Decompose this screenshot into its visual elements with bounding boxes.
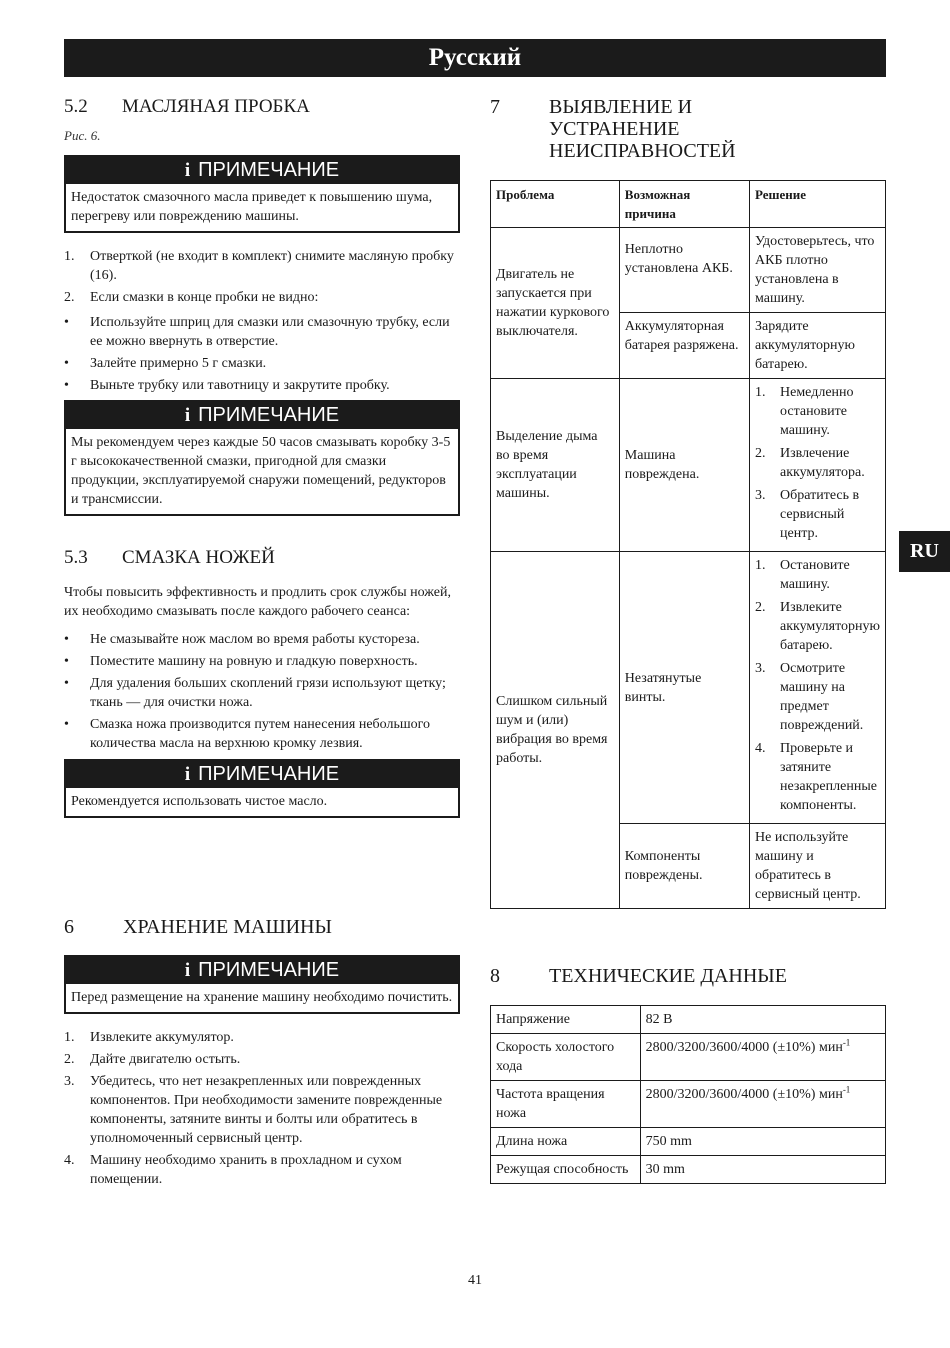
list-item: 2. Если смазки в конце пробки не видно:: [64, 290, 319, 305]
problem-cell: Двигатель не запускается при нажатии куркового выключателя.: [491, 228, 620, 379]
note-text: Рекомендуется использовать чистое масло.: [71, 794, 328, 809]
solution-steps: [755, 556, 880, 815]
list-item: 3. Осмотрите машину на предмет повреждений.: [755, 661, 864, 733]
note-box: [64, 155, 460, 233]
list-item: 4. Проверьте и затяните незакрепленные компоненты.: [755, 741, 877, 813]
section-number: 5.3: [64, 547, 88, 568]
page-number: 41: [468, 1273, 482, 1288]
list-item: 2. Дайте двигателю остыть.: [64, 1052, 241, 1067]
list-item: 1. Отверткой (не входит в комплект) снимите масляную пробку (16).: [64, 249, 454, 283]
bullet-list: [64, 313, 460, 395]
cause-cell: Компоненты повреждены.: [619, 824, 749, 909]
solution-cell: [750, 552, 886, 824]
table-row: [491, 1034, 886, 1081]
note-title: [66, 957, 458, 984]
page-header: Русский: [64, 39, 886, 77]
section-title: ТЕХНИЧЕСКИЕ ДАННЫЕ: [549, 965, 787, 987]
section-5-2-heading: [64, 96, 460, 118]
troubleshooting-table: [490, 180, 886, 909]
list-item: 2. Извлеките аккумуляторную батарею.: [755, 600, 880, 653]
note-title: [66, 402, 458, 429]
solution-steps: [755, 383, 880, 543]
section-8: [490, 965, 886, 1184]
note-text: Мы рекомендуем через каждые 50 часов смазывать коробку 3-5 г высококачественной смазки, пригодной для смазки продукции, эксплуатируемой снаружи помещений, редукторов и трансмиссии.: [71, 435, 451, 507]
list-item: 2. Извлечение аккумулятора.: [755, 446, 865, 480]
spec-label: Частота вращения ножа: [491, 1081, 641, 1128]
section-5-3: [64, 547, 460, 818]
spec-value: 30 mm: [640, 1156, 885, 1184]
intro-text: Чтобы повысить эффективность и продлить срок службы ножей, их необходимо смазывать после каждого рабочего сеанса:: [64, 585, 451, 619]
solution-cell: [750, 379, 886, 552]
problem-cell: Выделение дыма во время эксплуатации машины.: [491, 379, 620, 552]
table-row: [491, 379, 886, 552]
section-title: ВЫЯВЛЕНИЕ И УСТРАНЕНИЕ НЕИСПРАВНОСТЕЙ: [549, 96, 736, 162]
note-title: [66, 761, 458, 788]
section-title: МАСЛЯНАЯ ПРОБКА: [122, 96, 310, 117]
solution-cell: Не используйте машину и обратитесь в сервисный центр.: [750, 824, 886, 909]
list-item: 3. Убедитесь, что нет незакрепленных или поврежденных компонентов. При необходимости замените поврежденные компоненты, затяните винты и болты или обратитесь в уполномоченный сервисный центр.: [64, 1074, 443, 1146]
column-header: Решение: [750, 181, 886, 228]
table-row: [491, 552, 886, 824]
note-title-label: ПРИМЕЧАНИЕ: [198, 959, 340, 981]
info-icon: i: [184, 763, 191, 785]
section-title: ХРАНЕНИЕ МАШИНЫ: [123, 916, 332, 938]
table-row: [491, 1156, 886, 1184]
column-header: Возможная причина: [619, 181, 749, 228]
list-item: • Используйте шприц для смазки или смазочную трубку, если ее можно ввернуть в отверстие.: [64, 315, 450, 349]
spec-value: 82 В: [640, 1006, 885, 1034]
section-5-2: [64, 96, 460, 516]
specs-table: [490, 1005, 886, 1184]
list-item: • Поместите машину на ровную и гладкую поверхность.: [64, 654, 418, 669]
list-item: 1. Извлеките аккумулятор.: [64, 1030, 234, 1045]
section-title: СМАЗКА НОЖЕЙ: [122, 547, 275, 568]
list-item: • Смазка ножа производится путем нанесения небольшого количества масла на верхнюю кромку лезвия.: [64, 717, 431, 751]
note-box: [64, 759, 460, 818]
cause-cell: Машина повреждена.: [619, 379, 749, 552]
list-item: 1. Немедленно остановите машину.: [755, 385, 854, 438]
note-box: [64, 955, 460, 1014]
solution-cell: Удостоверьтесь, что АКБ плотно установлена в машину.: [750, 228, 886, 313]
section-number: 5.2: [64, 96, 88, 117]
list-item: 3. Обратитесь в сервисный центр.: [755, 488, 860, 541]
bullet-list: [64, 630, 460, 753]
info-icon: i: [184, 404, 191, 426]
table-row: [491, 1081, 886, 1128]
info-icon: i: [184, 959, 191, 981]
note-box: [64, 400, 460, 516]
spec-label: Длина ножа: [491, 1128, 641, 1156]
cause-cell: Аккумуляторная батарея разряжена.: [619, 313, 749, 379]
note-text: Недостаток смазочного масла приведет к повышению шума, перегреву или повреждению машины.: [71, 190, 433, 224]
note-text: Перед размещение на хранение машину необходимо почистить.: [71, 990, 453, 1005]
cause-cell: Незатянутые винты.: [619, 552, 749, 824]
list-item: • Для удаления больших скоплений грязи используют щетку; ткань — для очистки ножа.: [64, 676, 446, 710]
steps-list: [64, 247, 460, 307]
note-title-label: ПРИМЕЧАНИЕ: [198, 763, 340, 785]
section-6: [64, 916, 460, 1192]
spec-label: Режущая способность: [491, 1156, 641, 1184]
section-5-3-heading: [64, 547, 460, 569]
language-tab: RU: [899, 531, 950, 572]
figure-caption: Рис. 6.: [64, 128, 101, 143]
table-row: [491, 1128, 886, 1156]
steps-list: [64, 1028, 460, 1189]
spec-value: 2800/3200/3600/4000 (±10%) мин$^{-1}$: [640, 1034, 885, 1081]
spec-label: Напряжение: [491, 1006, 641, 1034]
section-7: [490, 96, 886, 909]
table-header-row: [491, 181, 886, 228]
table-row: [491, 1006, 886, 1034]
list-item: 1. Остановите машину.: [755, 558, 850, 592]
section-number: 7: [490, 96, 500, 118]
spec-value: 750 mm: [640, 1128, 885, 1156]
info-icon: i: [184, 159, 191, 181]
section-8-heading: [490, 965, 886, 987]
list-item: • Выньте трубку или тавотницу и закрутите пробку.: [64, 378, 390, 393]
section-number: 6: [64, 916, 74, 938]
section-7-heading: [490, 96, 886, 162]
table-row: [491, 228, 886, 313]
section-6-heading: [64, 916, 460, 938]
spec-value: 2800/3200/3600/4000 (±10%) мин$^{-1}$: [640, 1081, 885, 1128]
spec-label: Скорость холостого хода: [491, 1034, 641, 1081]
note-title: [66, 157, 458, 184]
list-item: • Залейте примерно 5 г смазки.: [64, 356, 267, 371]
cause-cell: Неплотно установлена АКБ.: [619, 228, 749, 313]
note-title-label: ПРИМЕЧАНИЕ: [198, 404, 340, 426]
column-header: Проблема: [491, 181, 620, 228]
list-item: • Не смазывайте нож маслом во время работы кустореза.: [64, 632, 420, 647]
list-item: 4. Машину необходимо хранить в прохладном и сухом помещении.: [64, 1153, 402, 1187]
problem-cell: Слишком сильный шум и (или) вибрация во время работы.: [491, 552, 620, 909]
note-title-label: ПРИМЕЧАНИЕ: [198, 159, 340, 181]
solution-cell: Зарядите аккумуляторную батарею.: [750, 313, 886, 379]
section-number: 8: [490, 965, 500, 987]
